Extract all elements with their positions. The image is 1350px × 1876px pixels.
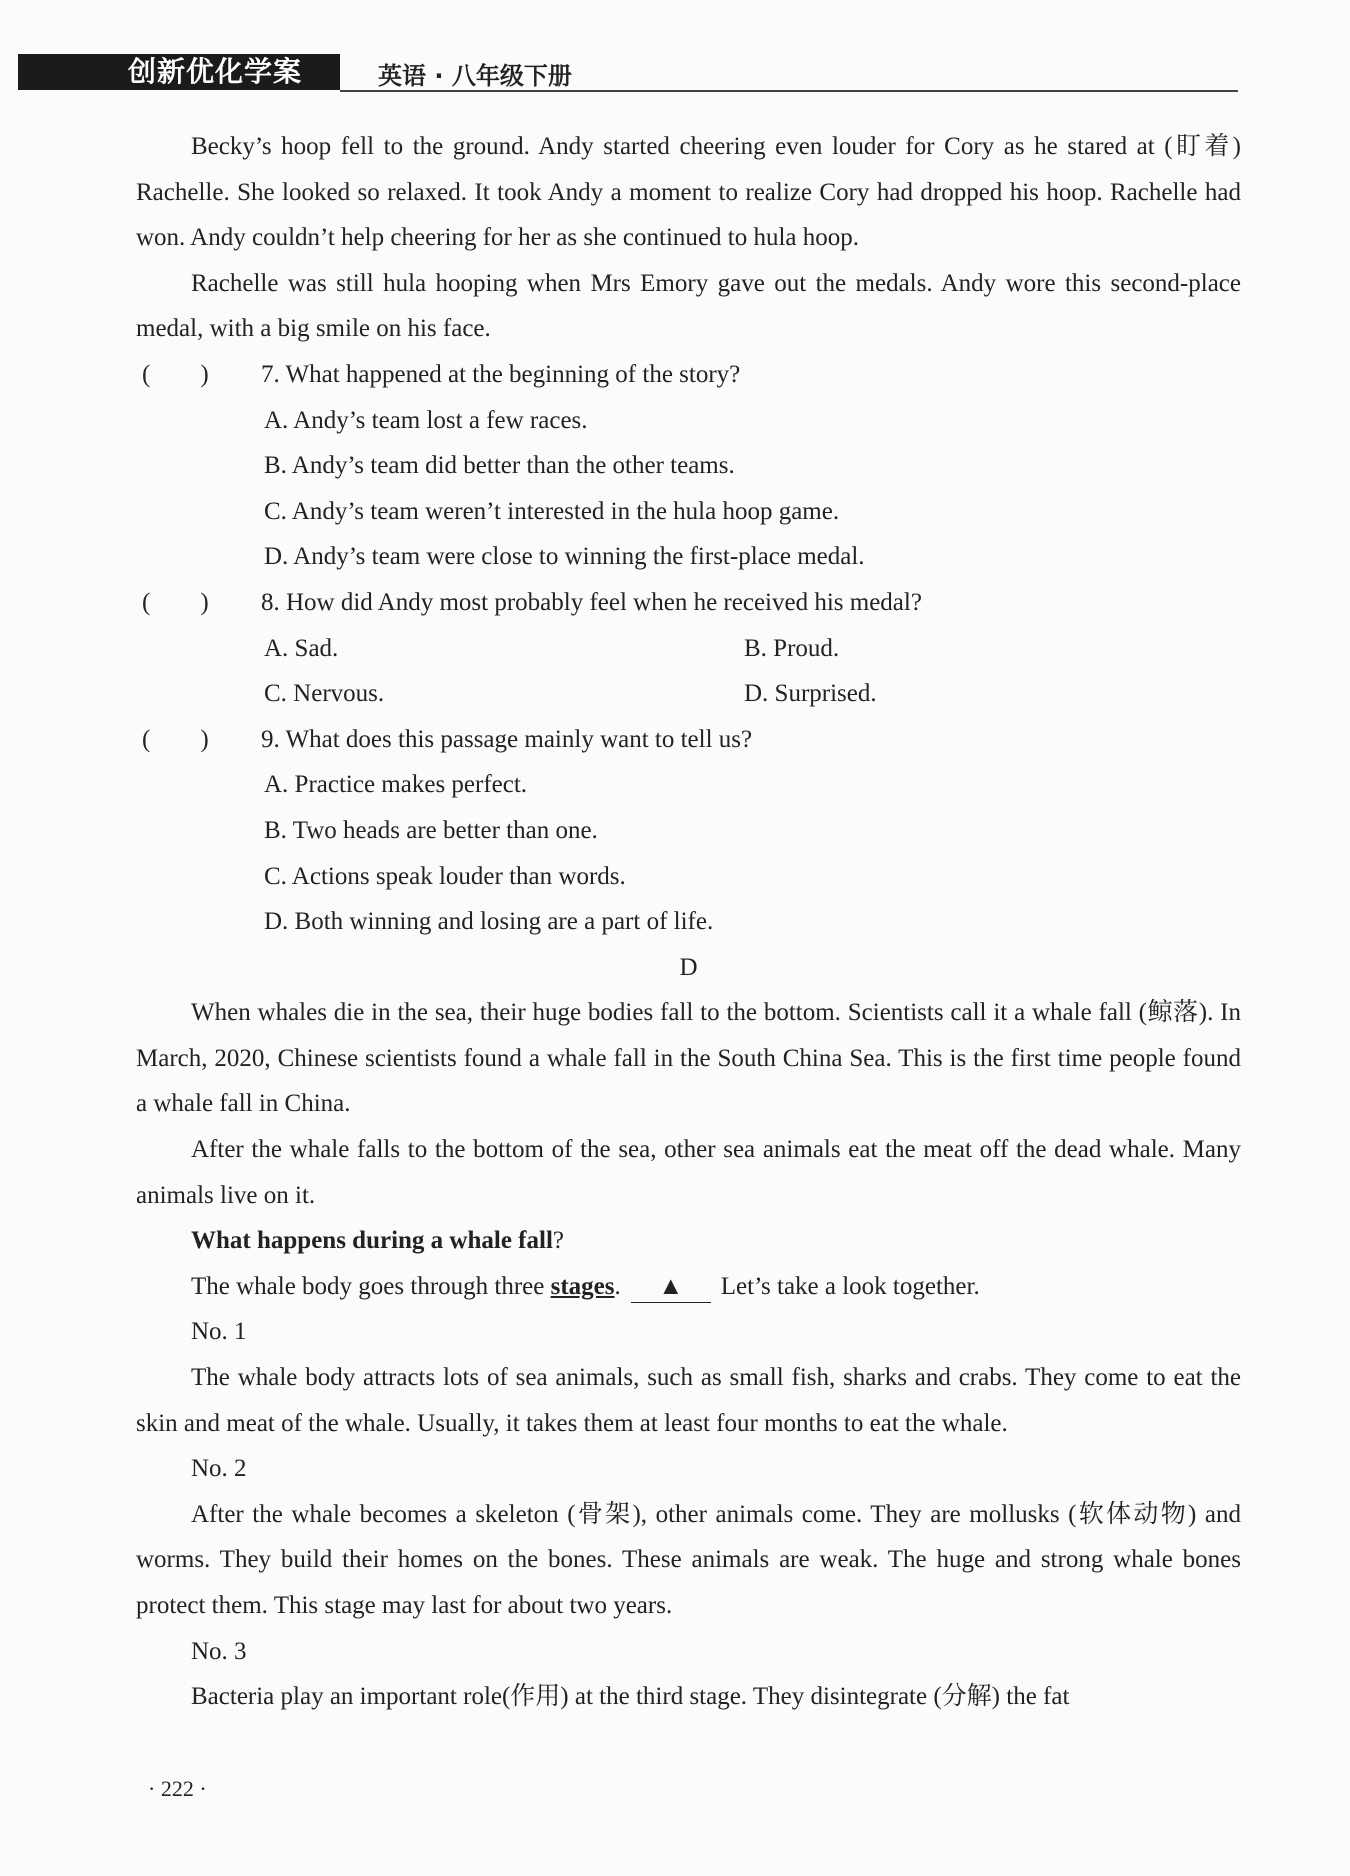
page-number: · 222 · [148,1776,207,1801]
stages-word: stages [550,1272,615,1300]
stages-line [136,1264,1241,1310]
option-item: A. Andy’s team lost a few races. [264,406,588,434]
stage-label: No. 3 [191,1637,247,1665]
option-item: C. Actions speak louder than words. [264,862,626,890]
option-item: D. Both winning and losing are a part of life. [264,908,714,936]
question-8 [136,580,1241,626]
option-item: B. Proud. [744,634,840,662]
stage-label: No. 1 [191,1318,247,1346]
passage-paragraph: Bacteria play an important role(作用) at the third stage. They disintegrate (分解) the fat [191,1683,1070,1711]
question-stem: 7. What happened at the beginning of the story? [261,360,741,388]
stages-text: The whale body goes through three [191,1272,551,1300]
passage-paragraph: The whale body attracts lots of sea animals, such as small fish, sharks and crabs. They come to eat the skin and meat of the whale. Usually, it takes them at least four months to eat the whale. [136,1364,1241,1437]
stages-dot: . [614,1272,621,1300]
option-item: C. Nervous. [264,680,385,708]
option-item: A. Practice makes perfect. [264,771,528,799]
option-row [136,626,1241,672]
passage-paragraph: After the whale falls to the bottom of the sea, other sea animals eat the meat off the dead whale. Many animals live on it. [136,1136,1241,1209]
page-content [136,124,1241,1720]
answer-blank: ( ) [142,725,209,753]
option-item: B. Two heads are better than one. [264,816,598,844]
answer-blank: ( ) [142,360,209,388]
question-9 [136,717,1241,763]
section-letter: D [679,953,698,981]
stage-label: No. 2 [191,1455,247,1483]
book-subject-title: 英语 · 八年级下册 [378,62,572,90]
subheading-mark: ? [552,1227,564,1255]
option-row [136,671,1241,717]
book-brand-banner: 创新优化学案 [18,54,340,90]
passage-paragraph: Becky’s hoop fell to the ground. Andy started cheering even louder for Cory as he stared at (盯着) Rachelle. She looked so relaxed. It took Andy a moment to realize Cory had dropped his hoop. Rachelle had won. Andy couldn’t help cheering for her as she continued to hula hoop. [136,133,1241,252]
option-item: A. Sad. [264,634,339,662]
question-7 [136,352,1241,398]
option-item: D. Andy’s team were close to winning the first-place medal. [264,543,865,571]
subheading-text: What happens during a whale fall [191,1227,553,1255]
option-item: D. Surprised. [744,680,877,708]
passage-paragraph: When whales die in the sea, their huge bodies fall to the bottom. Scientists call it a whale fall (鲸落). In March, 2020, Chinese scientists found a whale fall in the South China Sea. This is the first time people found a whale fall in China. [136,999,1241,1118]
page-header [18,52,1238,94]
passage-paragraph: After the whale becomes a skeleton (骨架), other animals come. They are mollusks (软体动物) and worms. They build their homes on the bones. These animals are weak. The huge and strong whale bones protect them. This stage may last for about two years. [136,1500,1241,1619]
passage-paragraph: Rachelle was still hula hooping when Mrs Emory gave out the medals. Andy wore this second-place medal, with a big smile on his face. [136,269,1241,343]
question-stem: 9. What does this passage mainly want to tell us? [261,725,753,753]
answer-blank: ( ) [142,588,209,616]
subheading [136,1218,1241,1264]
question-stem: 8. How did Andy most probably feel when he received his medal? [261,588,922,616]
stages-text-end: Let’s take a look together. [720,1272,980,1300]
fill-in-blank: ▲ [631,1272,711,1303]
option-item: C. Andy’s team weren’t interested in the hula hoop game. [264,497,840,525]
header-rule [340,90,1238,92]
option-item: B. Andy’s team did better than the other teams. [264,452,735,480]
